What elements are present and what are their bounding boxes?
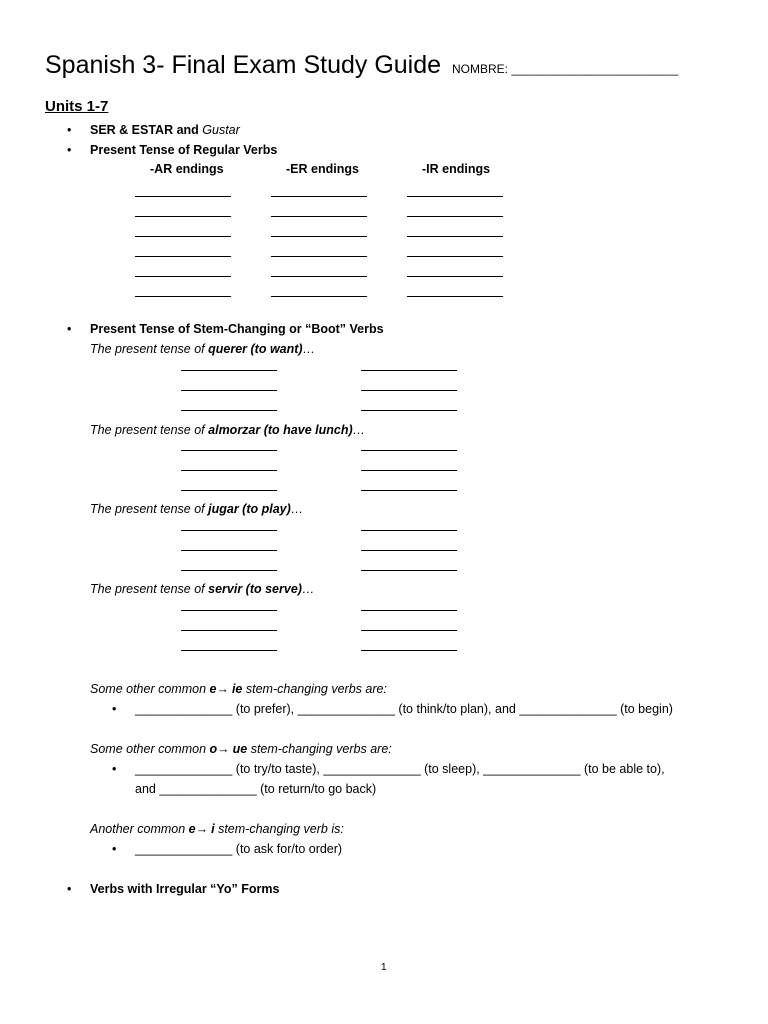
conjugation-blank	[181, 410, 277, 411]
units-heading: Units 1-7	[45, 98, 109, 115]
ending-blank	[407, 296, 503, 297]
verb-almorzar: almorzar (to have lunch)	[208, 423, 353, 437]
conjugation-blank	[181, 450, 277, 451]
ending-blank	[407, 216, 503, 217]
conjugation-blank	[181, 550, 277, 551]
intro-prefix: The present tense of	[90, 582, 209, 596]
arrow-icon: →	[216, 682, 229, 696]
conjugation-blank	[361, 470, 457, 471]
conjugation-blank	[361, 530, 457, 531]
arrow-icon: →	[217, 742, 230, 756]
change-from: e	[188, 822, 196, 836]
page-number: 1	[381, 962, 387, 973]
intro-prefix: Another common	[90, 822, 189, 836]
ending-blank	[271, 296, 367, 297]
change-from: o	[209, 742, 218, 756]
verb-querer: querer (to want)	[208, 342, 303, 356]
ending-blank	[271, 216, 367, 217]
ending-blank	[135, 256, 231, 257]
bullet-stem-changing: • Present Tense of Stem-Changing or “Boot” Verbs	[90, 321, 384, 337]
intro-prefix: The present tense of	[90, 502, 209, 516]
change-to: i	[211, 822, 215, 836]
conjugation-blank	[181, 650, 277, 651]
ending-blank	[271, 236, 367, 237]
e-i-intro	[90, 821, 344, 837]
change-to: ie	[231, 682, 243, 696]
verb-intro-almorzar	[90, 422, 365, 438]
ending-blank	[407, 196, 503, 197]
intro-prefix: The present tense of	[90, 342, 209, 356]
conjugation-blank	[181, 490, 277, 491]
conjugation-blank	[181, 470, 277, 471]
ir-endings-header: -IR endings	[422, 162, 491, 176]
verb-servir: servir (to serve)	[208, 582, 302, 596]
o-ue-verbs-line1: • ______________ (to try/to taste), ______________ (to sleep), ______________ (to be able to),	[135, 761, 665, 777]
conjugation-blank	[361, 450, 457, 451]
e-ie-intro	[90, 681, 387, 697]
e-ie-verbs-line: • ______________ (to prefer), ______________ (to think/to plan), and ______________ (to begin)	[135, 701, 673, 717]
verb-jugar: jugar (to play)	[208, 502, 291, 516]
conjugation-blank	[361, 370, 457, 371]
verb-intro-querer	[90, 341, 315, 357]
conjugation-blank	[361, 630, 457, 631]
arrow-icon: →	[195, 822, 209, 836]
conjugation-blank	[361, 490, 457, 491]
ending-blank	[407, 256, 503, 257]
ser-estar-text: SER & ESTAR and	[90, 123, 203, 137]
conjugation-blank	[181, 390, 277, 391]
ellipsis: …	[302, 342, 316, 356]
change-to: ue	[232, 742, 248, 756]
bullet-ser-estar	[90, 122, 240, 138]
ellipsis: …	[290, 502, 304, 516]
er-endings-header: -ER endings	[286, 162, 359, 176]
conjugation-blank	[181, 530, 277, 531]
ending-blank	[407, 236, 503, 237]
conjugation-blank	[361, 570, 457, 571]
name-field-label: NOMBRE: _________________________	[452, 62, 679, 76]
ending-blank	[271, 196, 367, 197]
bullet-present-regular: • Present Tense of Regular Verbs	[90, 142, 277, 158]
conjugation-blank	[181, 570, 277, 571]
conjugation-blank	[181, 370, 277, 371]
gustar-text: Gustar	[202, 123, 240, 137]
conjugation-blank	[181, 630, 277, 631]
ending-blank	[407, 276, 503, 277]
conjugation-blank	[361, 390, 457, 391]
ending-blank	[271, 256, 367, 257]
e-i-verbs-line: • ______________ (to ask for/to order)	[135, 841, 342, 857]
change-from: e	[209, 682, 217, 696]
ending-blank	[135, 196, 231, 197]
intro-suffix: stem-changing verbs are:	[242, 682, 387, 696]
ending-blank	[135, 236, 231, 237]
bullet-irregular-yo: • Verbs with Irregular “Yo” Forms	[90, 881, 279, 897]
intro-prefix: Some other common	[90, 682, 210, 696]
ellipsis: …	[301, 582, 315, 596]
intro-suffix: stem-changing verbs are:	[247, 742, 392, 756]
verb-intro-jugar	[90, 501, 303, 517]
o-ue-intro	[90, 741, 392, 757]
ending-blank	[135, 216, 231, 217]
o-ue-verbs-line2: and ______________ (to return/to go back)	[135, 782, 377, 796]
page-title: Spanish 3- Final Exam Study Guide	[45, 51, 442, 79]
ending-blank	[135, 276, 231, 277]
ending-blank	[135, 296, 231, 297]
conjugation-blank	[361, 550, 457, 551]
conjugation-blank	[181, 610, 277, 611]
conjugation-blank	[361, 650, 457, 651]
intro-prefix: The present tense of	[90, 423, 209, 437]
intro-suffix: stem-changing verb is:	[214, 822, 344, 836]
conjugation-blank	[361, 410, 457, 411]
ending-blank	[271, 276, 367, 277]
verb-intro-servir	[90, 581, 314, 597]
ar-endings-header: -AR endings	[150, 162, 224, 176]
ellipsis: …	[352, 423, 366, 437]
conjugation-blank	[361, 610, 457, 611]
intro-prefix: Some other common	[90, 742, 210, 756]
